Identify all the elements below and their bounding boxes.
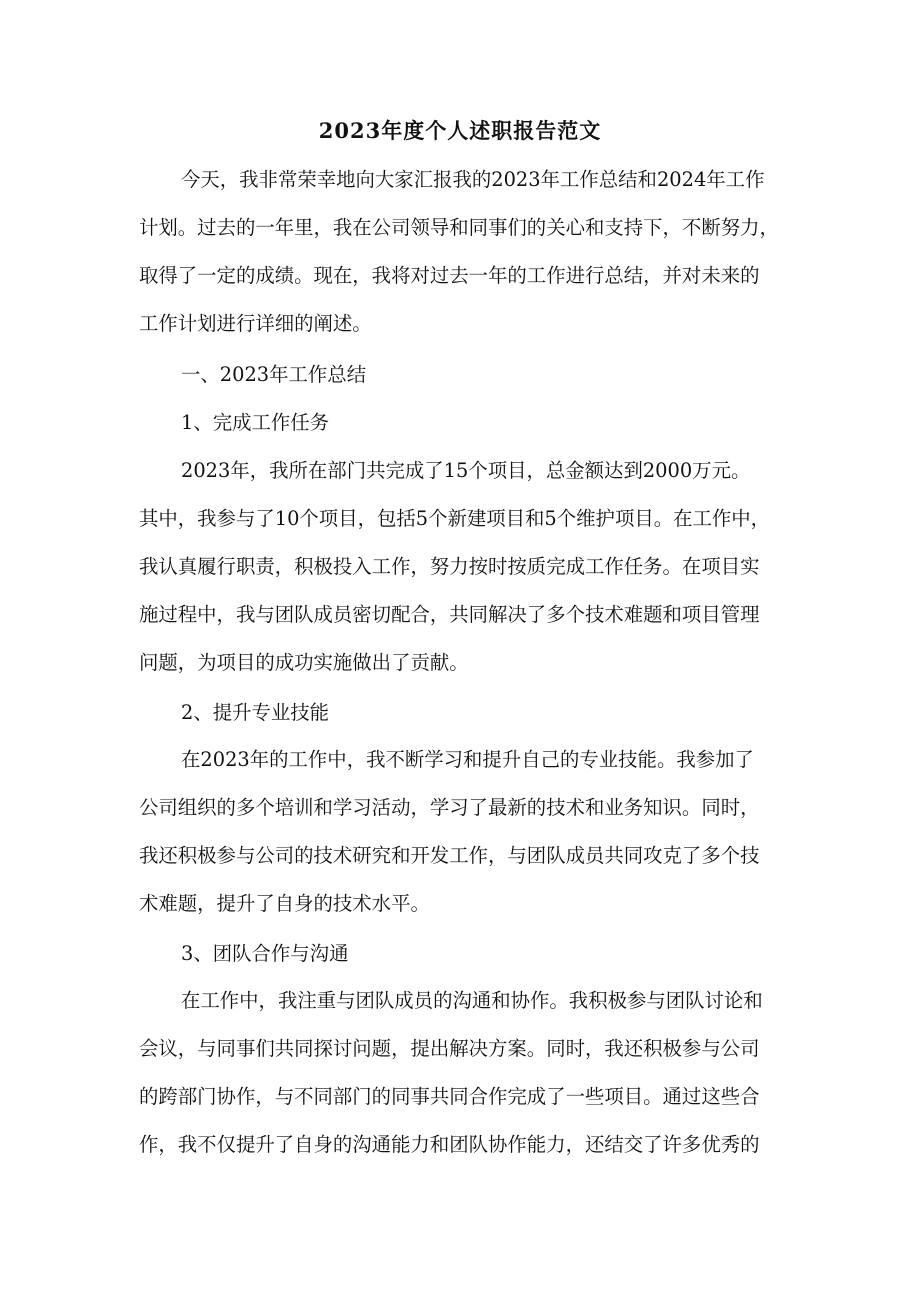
subsection-heading: 1、完成工作任务 [181,411,330,434]
paragraph-line: 我认真履行职责，积极投入工作，努力按时按质完成工作任务。在项目实 [139,555,760,578]
paragraph-line: 取得了一定的成绩。现在，我将对过去一年的工作进行总结，并对未来的 [139,264,760,287]
paragraph-line: 公司组织的多个培训和学习活动，学习了最新的技术和业务知识。同时， [139,796,760,819]
document-title: 2023年度个人述职报告范文 [318,118,602,143]
paragraph-line: 作，我不仅提升了自身的沟通能力和团队协作能力，还结交了许多优秀的 [139,1133,760,1156]
paragraph-line: 计划。过去的一年里，我在公司领导和同事们的关心和支持下，不断努力， [139,216,779,239]
paragraph-line: 在2023年的工作中，我不断学习和提升自己的专业技能。我参加了 [181,748,754,771]
paragraph-line: 2023年，我所在部门共完成了15个项目，总金额达到2000万元。 [181,459,751,482]
paragraph-line: 今天，我非常荣幸地向大家汇报我的2023年工作总结和2024年工作 [181,168,765,191]
paragraph-line: 工作计划进行详细的阐述。 [139,312,372,335]
paragraph-line: 施过程中，我与团队成员密切配合，共同解决了多个技术难题和项目管理 [139,603,760,626]
paragraph-line: 术难题，提升了自身的技术水平。 [139,892,430,915]
paragraph-line: 问题，为项目的成功实施做出了贡献。 [139,651,469,674]
subsection-heading: 3、团队合作与沟通 [181,942,349,965]
paragraph-line: 我还积极参与公司的技术研究和开发工作，与团队成员共同攻克了多个技 [139,844,760,867]
paragraph-line: 会议，与同事们共同探讨问题，提出解决方案。同时，我还积极参与公司 [139,1037,760,1060]
paragraph-line: 的跨部门协作，与不同部门的同事共同合作完成了一些项目。通过这些合 [139,1085,760,1108]
paragraph-line: 在工作中，我注重与团队成员的沟通和协作。我积极参与团队讨论和 [181,989,763,1012]
subsection-heading: 2、提升专业技能 [181,701,330,724]
paragraph-line: 其中，我参与了10个项目，包括5个新建项目和5个维护项目。在工作中， [139,507,771,530]
section-heading: 一、2023年工作总结 [181,363,367,386]
